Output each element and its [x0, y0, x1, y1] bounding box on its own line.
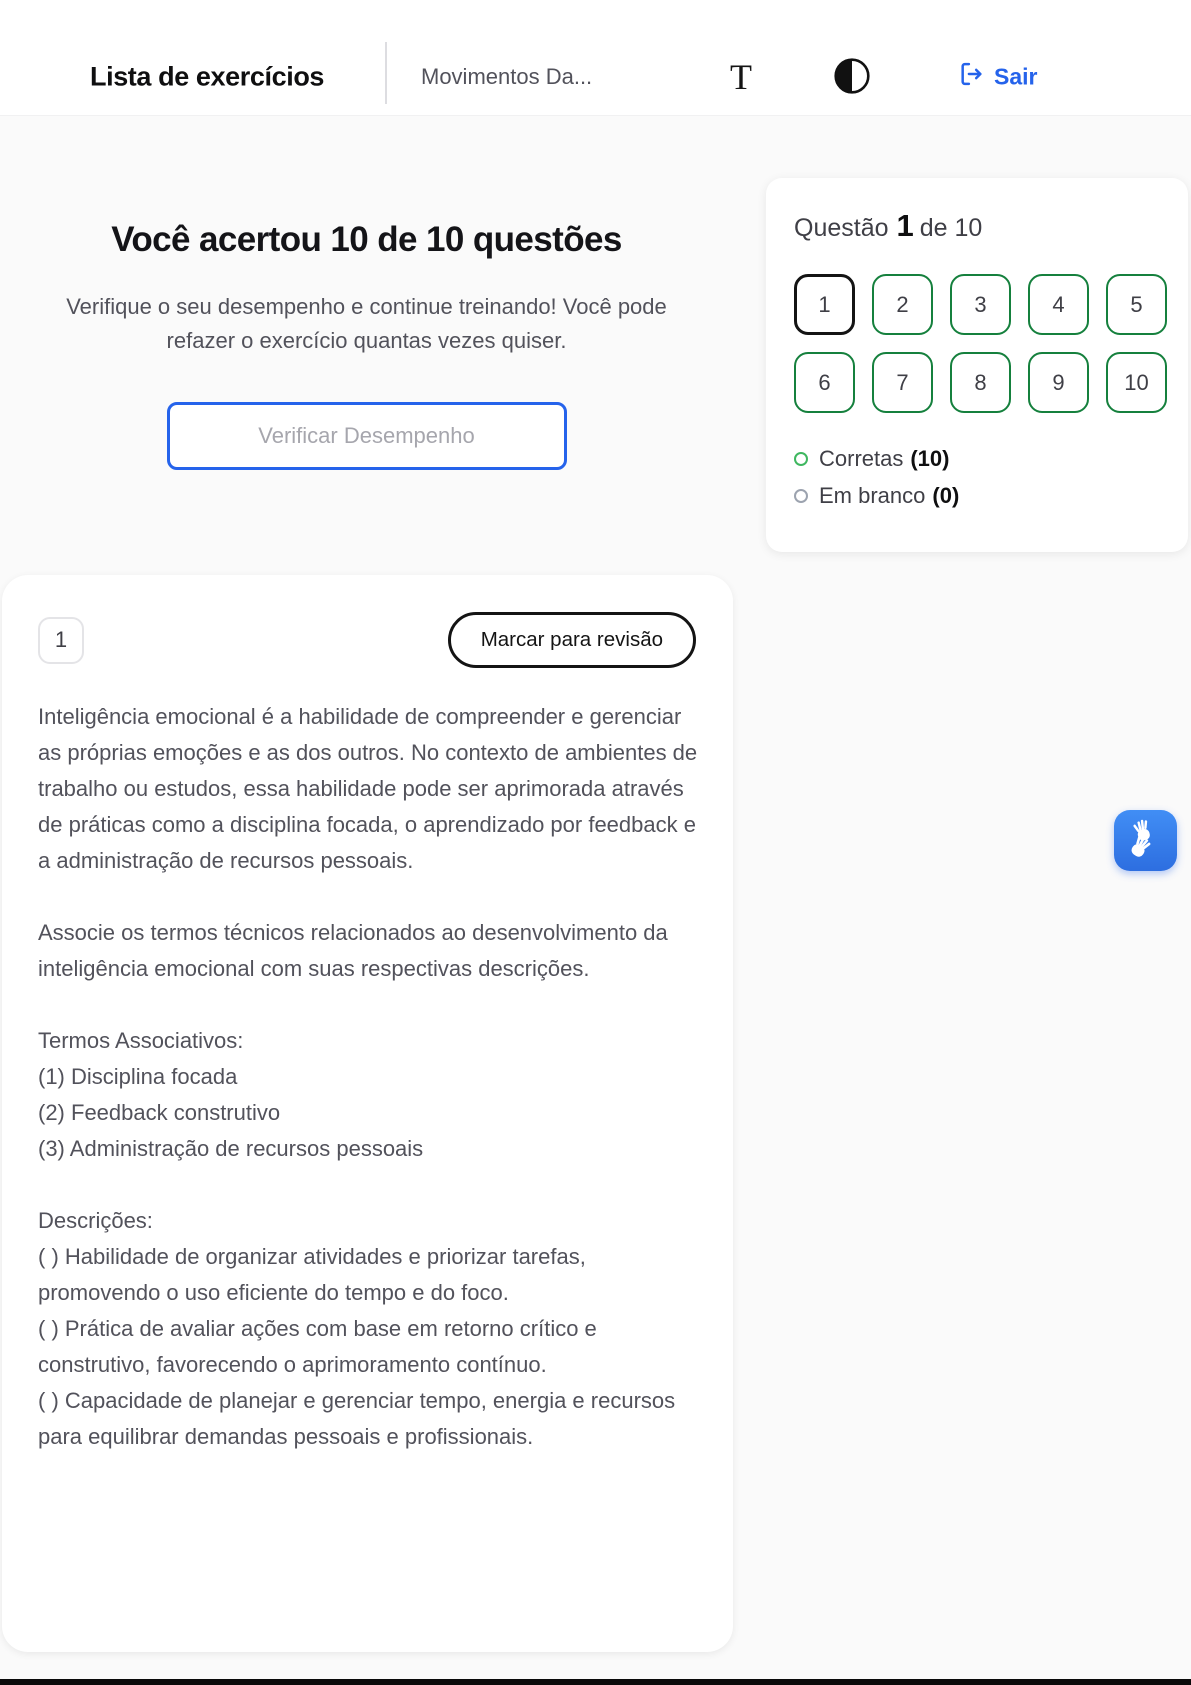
- exercise-tab[interactable]: Movimentos Da...: [421, 64, 593, 89]
- question-label: Questão: [794, 214, 889, 242]
- question-instruction: Associe os termos técnicos relacionados ao desenvolvimento da inteligência emocional com suas respectivas descrições.: [38, 920, 668, 981]
- results-legend: [794, 440, 1160, 514]
- header-divider: [385, 42, 387, 104]
- app-header: [0, 0, 1191, 116]
- contrast-icon: [833, 83, 871, 98]
- question-number-button-7[interactable]: 7: [872, 352, 933, 413]
- result-summary: [0, 116, 733, 470]
- legend-correct-row: [794, 440, 1160, 477]
- question-navigator-panel: [766, 178, 1188, 552]
- question-current: 1: [896, 208, 914, 243]
- question-number-button-9[interactable]: 9: [1028, 352, 1089, 413]
- result-heading: Você acertou 10 de 10 questões: [111, 220, 622, 259]
- terms-block: [38, 1023, 698, 1167]
- exit-button[interactable]: [958, 61, 1037, 94]
- question-number-button-10[interactable]: 10: [1106, 352, 1167, 413]
- term-item: (3) Administração de recursos pessoais: [38, 1136, 424, 1161]
- logout-icon: [958, 61, 985, 94]
- question-body: [38, 699, 698, 1455]
- question-number-button-8[interactable]: 8: [950, 352, 1011, 413]
- mark-for-review-button[interactable]: Marcar para revisão: [448, 612, 696, 668]
- term-item: (1) Disciplina focada: [38, 1064, 238, 1089]
- legend-blank-label: Em branco: [819, 482, 926, 508]
- green-circle-icon: [794, 452, 808, 466]
- result-subtitle: Verifique o seu desempenho e continue treinando! Você pode refazer o exercício quantas vezes quiser.: [66, 294, 667, 353]
- page-title: Lista de exercícios: [90, 61, 325, 92]
- question-number-button-1[interactable]: 1: [794, 274, 855, 335]
- legend-correct-count: (10): [910, 445, 950, 471]
- question-number-badge: 1: [38, 617, 84, 664]
- question-number-grid: [794, 274, 1160, 413]
- font-size-button[interactable]: [730, 59, 752, 95]
- descriptions-title: Descrições:: [38, 1208, 153, 1233]
- question-number-button-4[interactable]: 4: [1028, 274, 1089, 335]
- question-counter: [794, 208, 1160, 244]
- legend-blank-count: (0): [932, 482, 960, 508]
- question-total: de 10: [919, 214, 983, 242]
- question-card: [2, 575, 733, 1652]
- description-item: ( ) Capacidade de planejar e gerenciar tempo, energia e recursos para equilibrar demandas pessoais e profissionais.: [38, 1388, 676, 1449]
- question-number-button-3[interactable]: 3: [950, 274, 1011, 335]
- gray-circle-icon: [794, 489, 808, 503]
- legend-correct-label: Corretas: [819, 445, 904, 471]
- exit-label: Sair: [994, 63, 1038, 90]
- description-item: ( ) Prática de avaliar ações com base em retorno crítico e construtivo, favorecendo o aprimoramento contínuo.: [38, 1316, 597, 1377]
- legend-blank-row: [794, 477, 1160, 514]
- bottom-bar: [0, 1679, 1191, 1685]
- sign-language-button[interactable]: [1114, 810, 1177, 871]
- contrast-toggle-button[interactable]: [832, 57, 872, 97]
- question-number-button-5[interactable]: 5: [1106, 274, 1167, 335]
- descriptions-block: [38, 1203, 698, 1455]
- term-item: (2) Feedback construtivo: [38, 1100, 281, 1125]
- question-number-button-6[interactable]: 6: [794, 352, 855, 413]
- description-item: ( ) Habilidade de organizar atividades e priorizar tarefas, promovendo o uso eficiente do tempo e do foco.: [38, 1244, 586, 1305]
- question-card-header: [38, 612, 696, 668]
- question-number-button-2[interactable]: 2: [872, 274, 933, 335]
- sign-language-hands-icon: [1125, 818, 1167, 863]
- terms-title: Termos Associativos:: [38, 1028, 244, 1053]
- text-size-icon: T: [730, 57, 752, 97]
- question-intro: Inteligência emocional é a habilidade de compreender e gerenciar as próprias emoções e as dos outros. No contexto de ambientes de trabalho ou estudos, essa habilidade pode ser aprimorada através de práticas como a disciplina focada, o aprendizado por feedback e a administração de recursos pessoais.: [38, 704, 698, 873]
- verify-performance-button[interactable]: Verificar Desempenho: [167, 402, 567, 470]
